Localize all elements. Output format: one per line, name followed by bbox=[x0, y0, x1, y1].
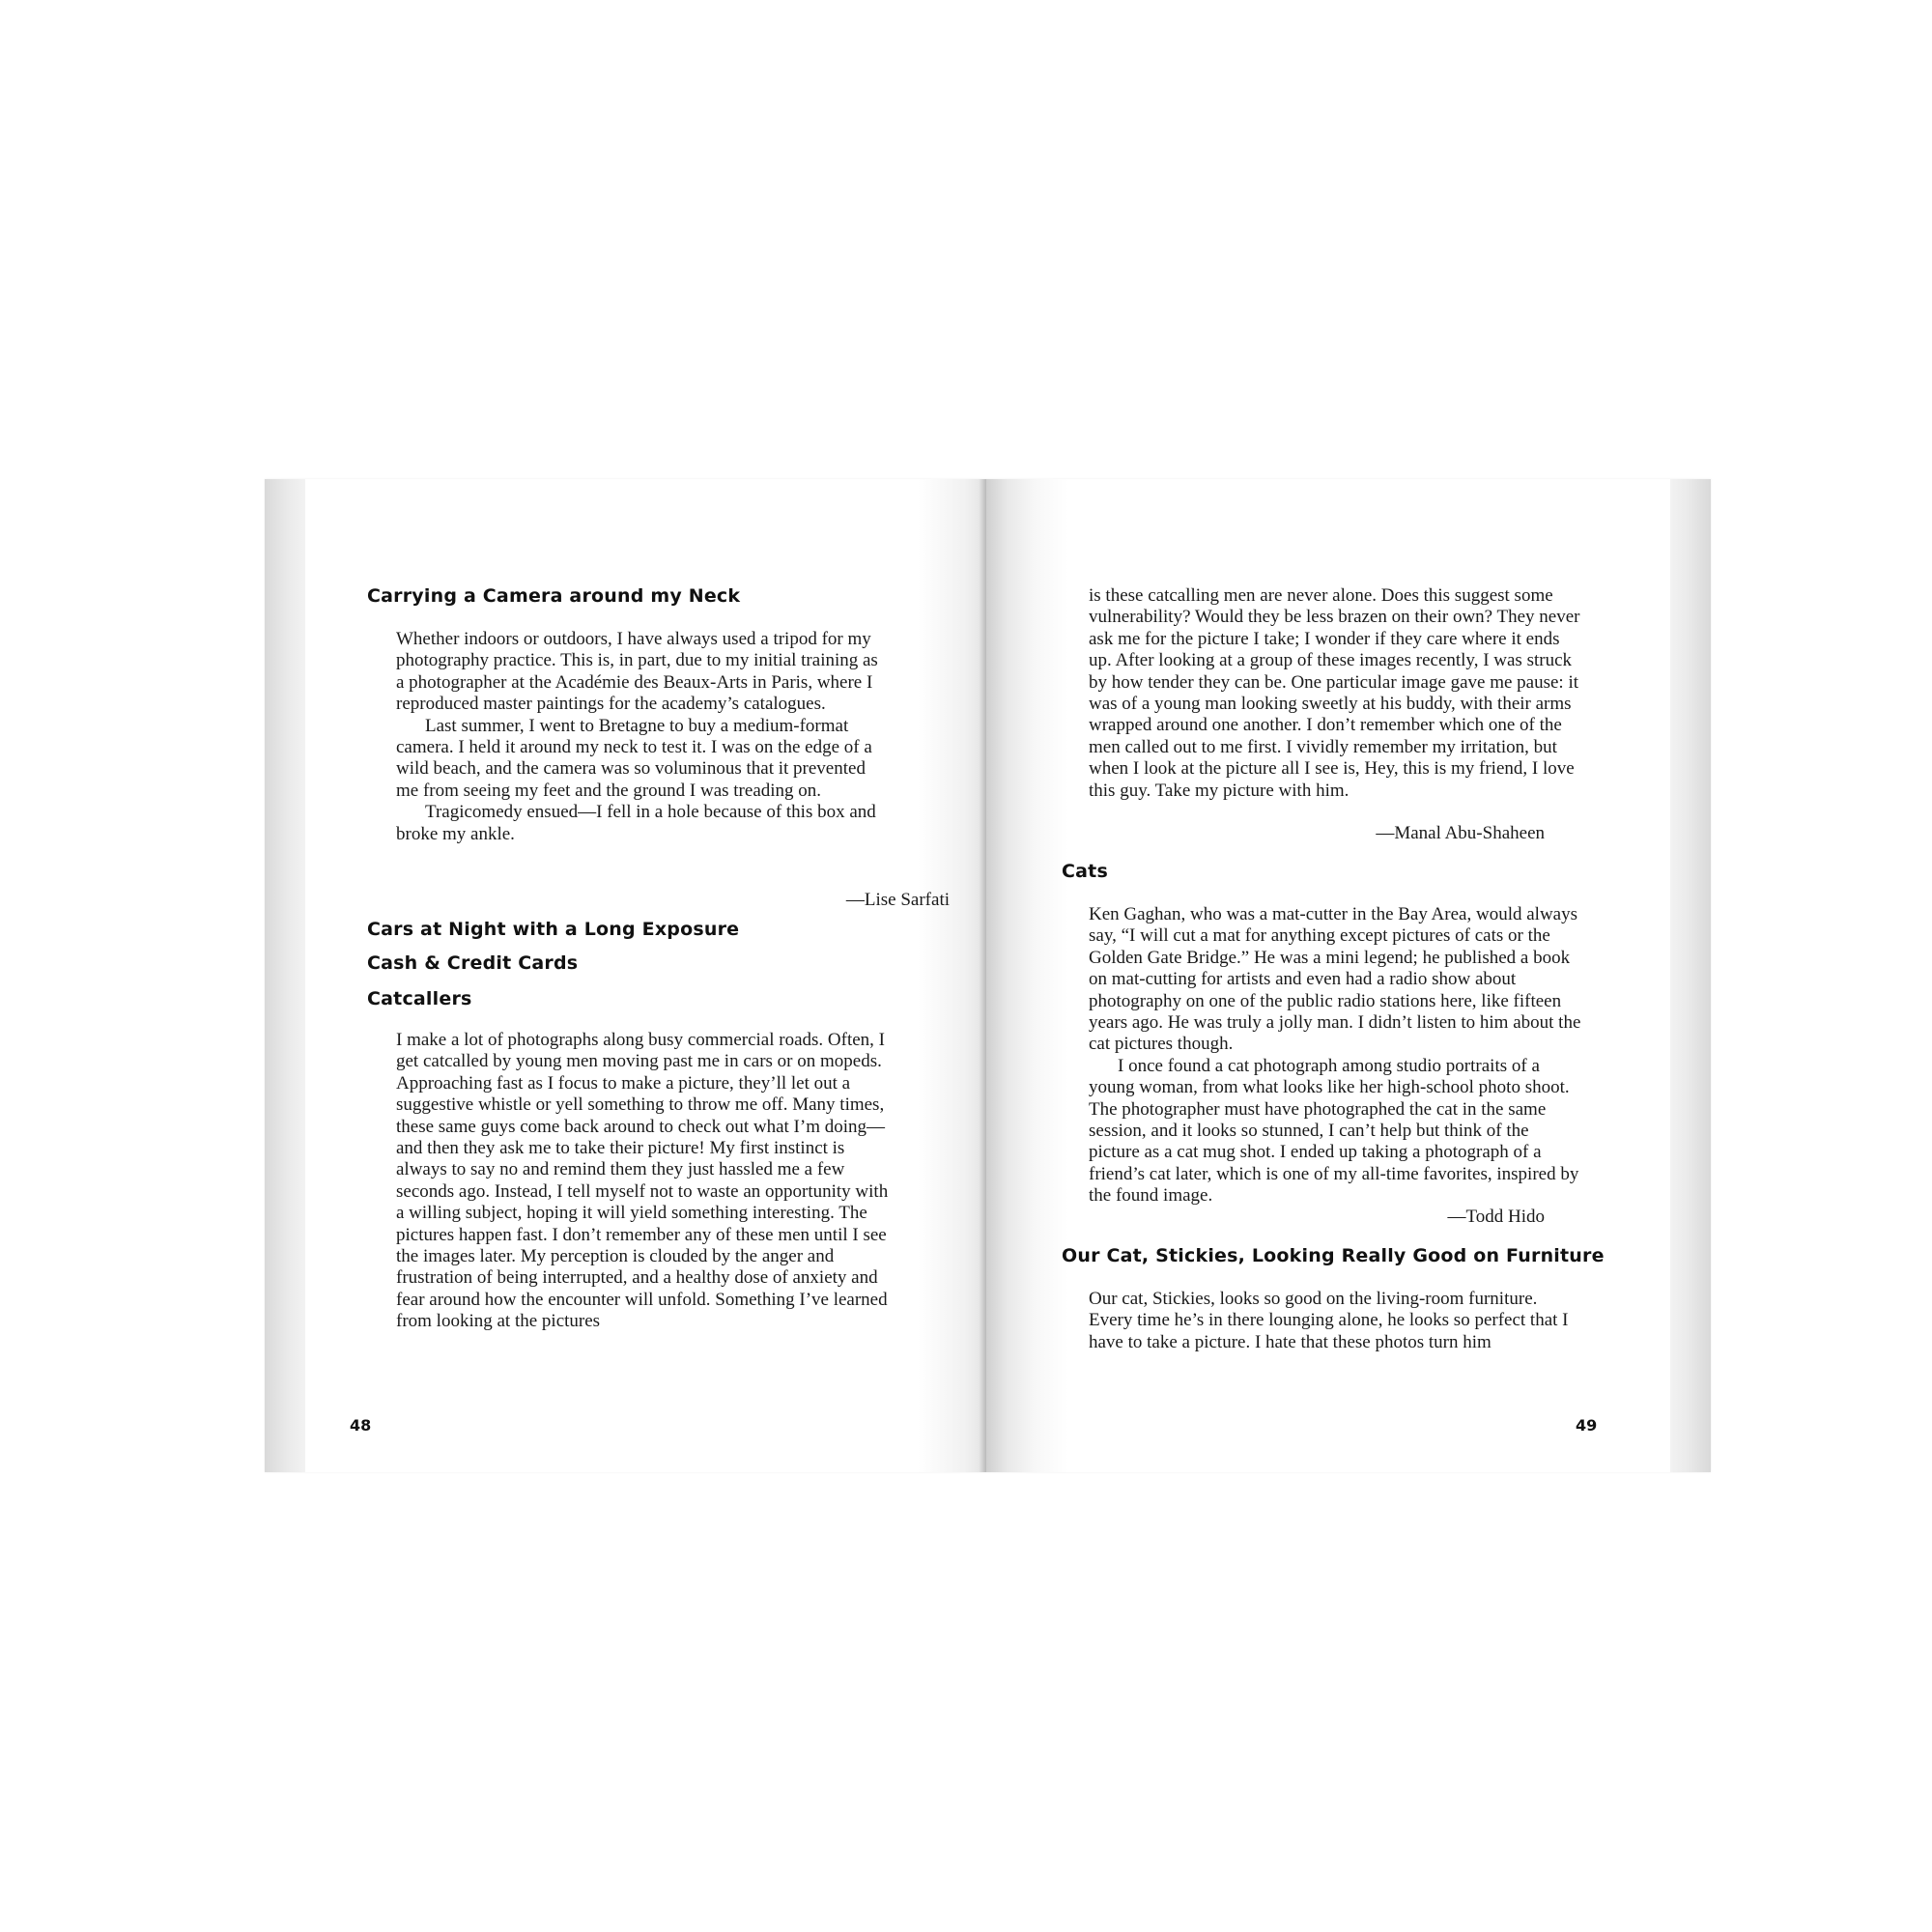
byline-manal-abu-shaheen: —Manal Abu-Shaheen bbox=[1376, 823, 1545, 843]
section-heading-cash-credit-cards: Cash & Credit Cards bbox=[367, 952, 579, 974]
left-page bbox=[305, 479, 986, 1472]
section-heading-carrying-camera: Carrying a Camera around my Neck bbox=[367, 585, 741, 607]
paragraph: Last summer, I went to Bretagne to buy a medium-format camera. I held it around my neck to test it. I was on the edge of a wild beach, and the camera was so voluminous that it prevented me from seeing my feet and the ground I was treading on. bbox=[396, 715, 872, 801]
right-page bbox=[986, 479, 1670, 1472]
paragraph: Tragicomedy ensued—I fell in a hole because of this box and broke my ankle. bbox=[396, 802, 876, 844]
byline-todd-hido: —Todd Hido bbox=[1447, 1207, 1545, 1227]
right-page-stack-edge bbox=[1670, 479, 1711, 1472]
section-heading-cats: Cats bbox=[1062, 861, 1108, 882]
section-body-catcallers bbox=[396, 1030, 889, 1333]
left-page-stack-edge bbox=[265, 479, 305, 1472]
paragraph: I make a lot of photographs along busy commercial roads. Often, I get catcalled by young men moving past me in cars or on mopeds. Approaching fast as I focus to make a picture, they’ll let out a suggestive whistle or yell something to throw me off. Many times, these same guys come back around to check out what I’m doing—and then they ask me to take their picture! My first instinct is always to say no and remind them they just hassled me a few seconds ago. Instead, I tell myself not to waste an opportunity with a willing subject, hoping it will yield something interesting. The pictures happen fast. I don’t remember any of these men until I see the images later. My perception is clouded by the anger and frustration of being interrupted, and a healthy dose of anxiety and fear around how the encounter will unfold. Something I’ve learned from looking at the pictures bbox=[396, 1030, 889, 1332]
paragraph: I once found a cat photograph among studio portraits of a young woman, from what looks like her high-school photo shoot. The photographer must have photographed the cat in the same session, and it looks so stunned, I can’t help but think of the picture as a cat mug shot. I ended up taking a photograph of a friend’s cat later, which is one of my all-time favorites, inspired by the found image. bbox=[1089, 1055, 1579, 1207]
section-body-carrying-camera bbox=[396, 629, 889, 845]
continued-text-catcallers bbox=[1089, 585, 1581, 802]
paragraph: Our cat, Stickies, looks so good on the living-room furniture. Every time he’s in there lounging alone, he looks so perfect that I have to take a picture. I hate that these photos turn him bbox=[1089, 1289, 1569, 1352]
section-body-our-cat-stickies bbox=[1089, 1289, 1581, 1353]
page-number-right: 49 bbox=[1576, 1416, 1598, 1435]
section-heading-cars-at-night: Cars at Night with a Long Exposure bbox=[367, 919, 740, 940]
section-heading-catcallers: Catcallers bbox=[367, 988, 472, 1009]
paragraph: is these catcalling men are never alone. Does this suggest some vulnerability? Would they be less brazen on their own? They never ask me for the picture I take; I wonder if they care where it ends up. After looking at a group of these images recently, I was struck by how tender they can be. One particular image gave me pause: it was of a young man looking sweetly at his buddy, with their arms wrapped around one another. I don’t remember which one of the men called out to me first. I vividly remember my irritation, but when I look at the picture all I see is, Hey, this is my friend, I love this guy. Take my picture with him. bbox=[1089, 585, 1580, 801]
section-heading-our-cat-stickies: Our Cat, Stickies, Looking Really Good on Furniture bbox=[1062, 1245, 1605, 1266]
section-body-cats bbox=[1089, 904, 1581, 1208]
page-number-left: 48 bbox=[350, 1416, 372, 1435]
book-spread bbox=[265, 479, 1711, 1472]
paragraph: Whether indoors or outdoors, I have always used a tripod for my photography practice. This is, in part, due to my initial training as a photographer at the Académie des Beaux-Arts in Paris, where I reproduced master paintings for the academy’s catalogues. bbox=[396, 629, 878, 715]
paragraph: Ken Gaghan, who was a mat-cutter in the Bay Area, would always say, “I will cut a mat for anything except pictures of cats or the Golden Gate Bridge.” He was a mini legend; he published a book on mat-cutting for artists and even had a radio show about photography on one of the public radio stations here, like fifteen years ago. He was truly a jolly man. I didn’t listen to him about the cat pictures though. bbox=[1089, 904, 1581, 1055]
byline-lise-sarfati: —Lise Sarfati bbox=[845, 890, 950, 910]
